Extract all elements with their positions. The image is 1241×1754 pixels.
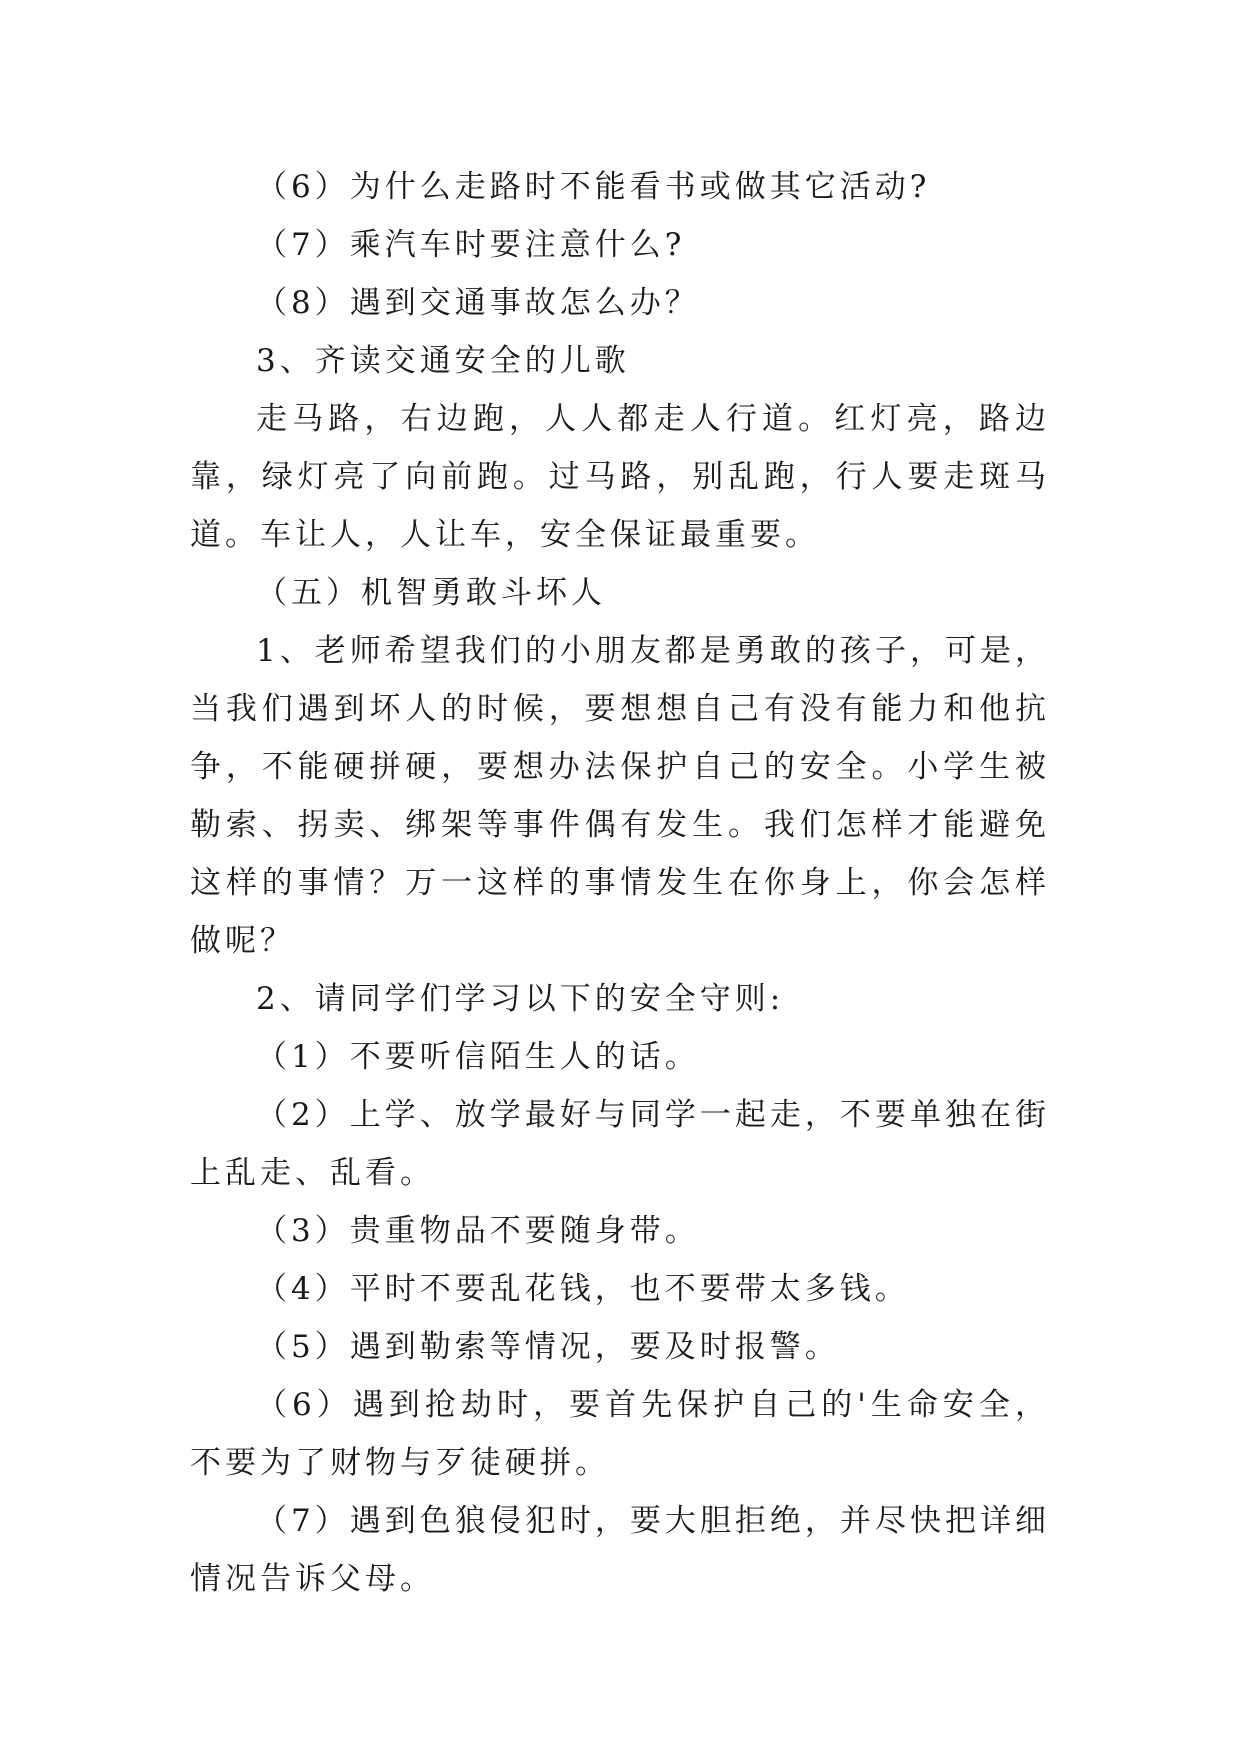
paragraph-rule-1: （1）不要听信陌生人的话。 — [256, 1039, 700, 1075]
paragraph-item-6-question: （6）为什么走路时不能看书或做其它活动? — [256, 169, 931, 205]
paragraph-item-8-question: （8）遇到交通事故怎么办？ — [256, 285, 700, 321]
document-body — [190, 158, 1050, 1608]
paragraph-rule-7: （7）遇到色狼侵犯时，要大胆拒绝，并尽快把详细情况告诉父母。 — [190, 1503, 1050, 1597]
paragraph-rule-3: （3）贵重物品不要随身带。 — [256, 1213, 700, 1249]
paragraph-item-7-question: （7）乘汽车时要注意什么? — [256, 227, 686, 263]
paragraph-section-5-heading: （五）机智勇敢斗坏人 — [256, 575, 606, 611]
paragraph-section-3-heading: 3、齐读交通安全的儿歌 — [256, 343, 630, 379]
paragraph-safety-rules-heading: 2、请同学们学习以下的安全守则: — [256, 981, 785, 1017]
paragraph-brave-intro: 1、老师希望我们的小朋友都是勇敢的孩子，可是，当我们遇到坏人的时候，要想想自己有没有能力和他抗争，不能硬拼硬，要想办法保护自己的安全。小学生被勒索、拐卖、绑架等事件偶有发生。我们怎样才能避免这样的事情？万一这样的事情发生在你身上，你会怎样做呢？ — [190, 633, 1050, 959]
paragraph-rule-4: （4）平时不要乱花钱，也不要带太多钱。 — [256, 1271, 910, 1307]
paragraph-rule-5: （5）遇到勒索等情况，要及时报警。 — [256, 1329, 840, 1365]
paragraph-rule-6: （6）遇到抢劫时，要首先保护自己的'生命安全，不要为了财物与歹徒硬拼。 — [190, 1387, 1050, 1481]
paragraph-rule-2: （2）上学、放学最好与同学一起走，不要单独在街上乱走、乱看。 — [190, 1097, 1050, 1191]
paragraph-traffic-song: 走马路，右边跑，人人都走人行道。红灯亮，路边靠，绿灯亮了向前跑。过马路，别乱跑，行人要走斑马道。车让人，人让车，安全保证最重要。 — [190, 401, 1050, 553]
